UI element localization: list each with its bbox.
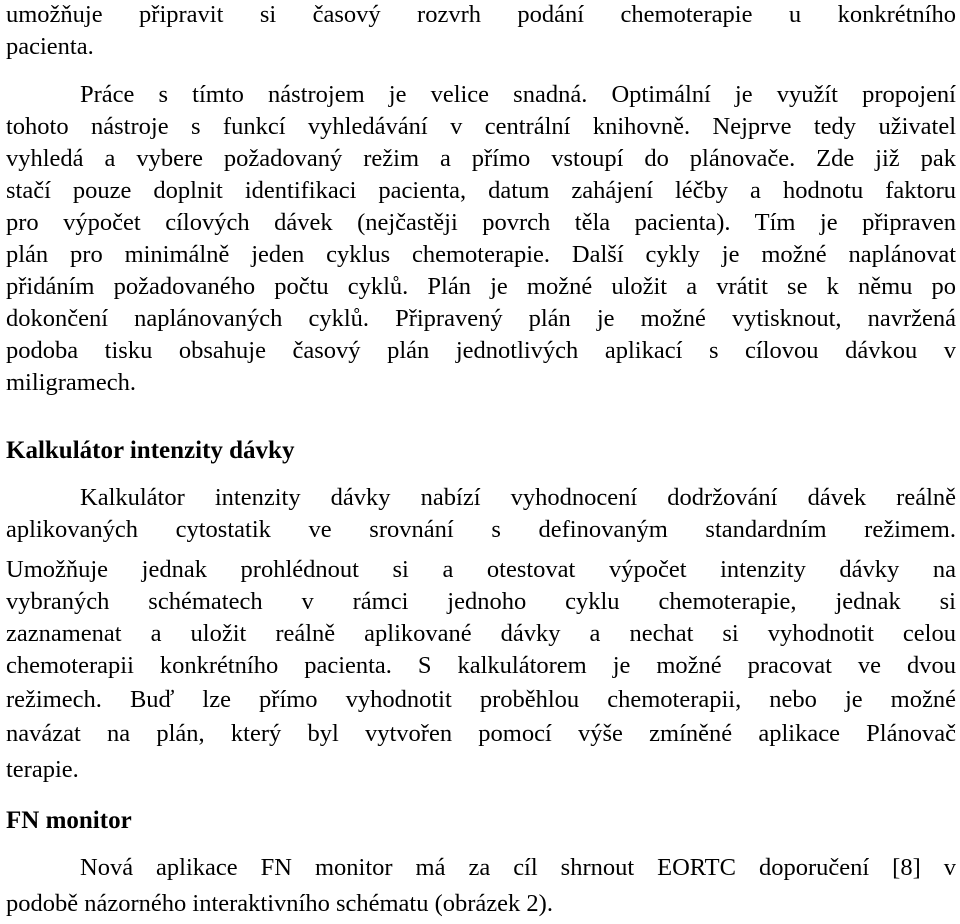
calculator-line-4: vybraných schématech v rámci jednoho cyklu chemoterapie, jednak si [6, 588, 956, 615]
calculator-line-9: terapie. [6, 756, 79, 783]
paragraph-2-line-5: pro výpočet cílových dávek (nejčastěji povrch těla pacienta). Tím je připraven [6, 209, 956, 236]
paragraph-2-line-7: přidáním požadovaného počtu cyklů. Plán je možné uložit a vrátit se k němu po [6, 273, 956, 300]
fn-monitor-line-2: podobě názorného interaktivního schématu (obrázek 2). [6, 890, 553, 917]
paragraph-1-line-2: pacienta. [6, 33, 94, 60]
paragraph-2-line-3: vyhledá a vybere požadovaný režim a přímo vstoupí do plánovače. Zde již pak [6, 145, 956, 172]
calculator-line-8: navázat na plán, který byl vytvořen pomocí výše zmíněné aplikace Plánovač [6, 720, 956, 747]
paragraph-2-line-9: podoba tisku obsahuje časový plán jednotlivých aplikací s cílovou dávkou v [6, 337, 956, 364]
paragraph-2-line-6: plán pro minimálně jeden cyklus chemoterapie. Další cykly je možné naplánovat [6, 241, 956, 268]
paragraph-2-line-4: stačí pouze doplnit identifikaci pacienta, datum zahájení léčby a hodnotu faktoru [6, 177, 956, 204]
section-heading-fn-monitor: FN monitor [6, 807, 132, 834]
calculator-line-7: režimech. Buď lze přímo vyhodnotit proběhlou chemoterapii, nebo je možné [6, 686, 956, 713]
paragraph-2-line-2: tohoto nástroje s funkcí vyhledávání v centrální knihovně. Nejprve tedy uživatel [6, 113, 956, 140]
paragraph-2-line-10: miligramech. [6, 369, 136, 396]
calculator-line-2: aplikovaných cytostatik ve srovnání s definovaným standardním režimem. [6, 516, 956, 543]
calculator-line-5: zaznamenat a uložit reálně aplikované dávky a nechat si vyhodnotit celou [6, 620, 956, 647]
paragraph-2-line-1: Práce s tímto nástrojem je velice snadná. Optimální je využít propojení [80, 81, 956, 108]
section-heading-calculator: Kalkulátor intenzity dávky [6, 437, 295, 464]
calculator-line-1: Kalkulátor intenzity dávky nabízí vyhodnocení dodržování dávek reálně [80, 484, 956, 511]
paragraph-2-line-8: dokončení naplánovaných cyklů. Připravený plán je možné vytisknout, navržená [6, 305, 956, 332]
paragraph-1-line-1: umožňuje připravit si časový rozvrh podání chemoterapie u konkrétního [6, 1, 956, 28]
calculator-line-3: Umožňuje jednak prohlédnout si a otestovat výpočet intenzity dávky na [6, 556, 956, 583]
calculator-line-6: chemoterapii konkrétního pacienta. S kalkulátorem je možné pracovat ve dvou [6, 652, 956, 679]
fn-monitor-line-1: Nová aplikace FN monitor má za cíl shrnout EORTC doporučení [8] v [80, 854, 956, 881]
